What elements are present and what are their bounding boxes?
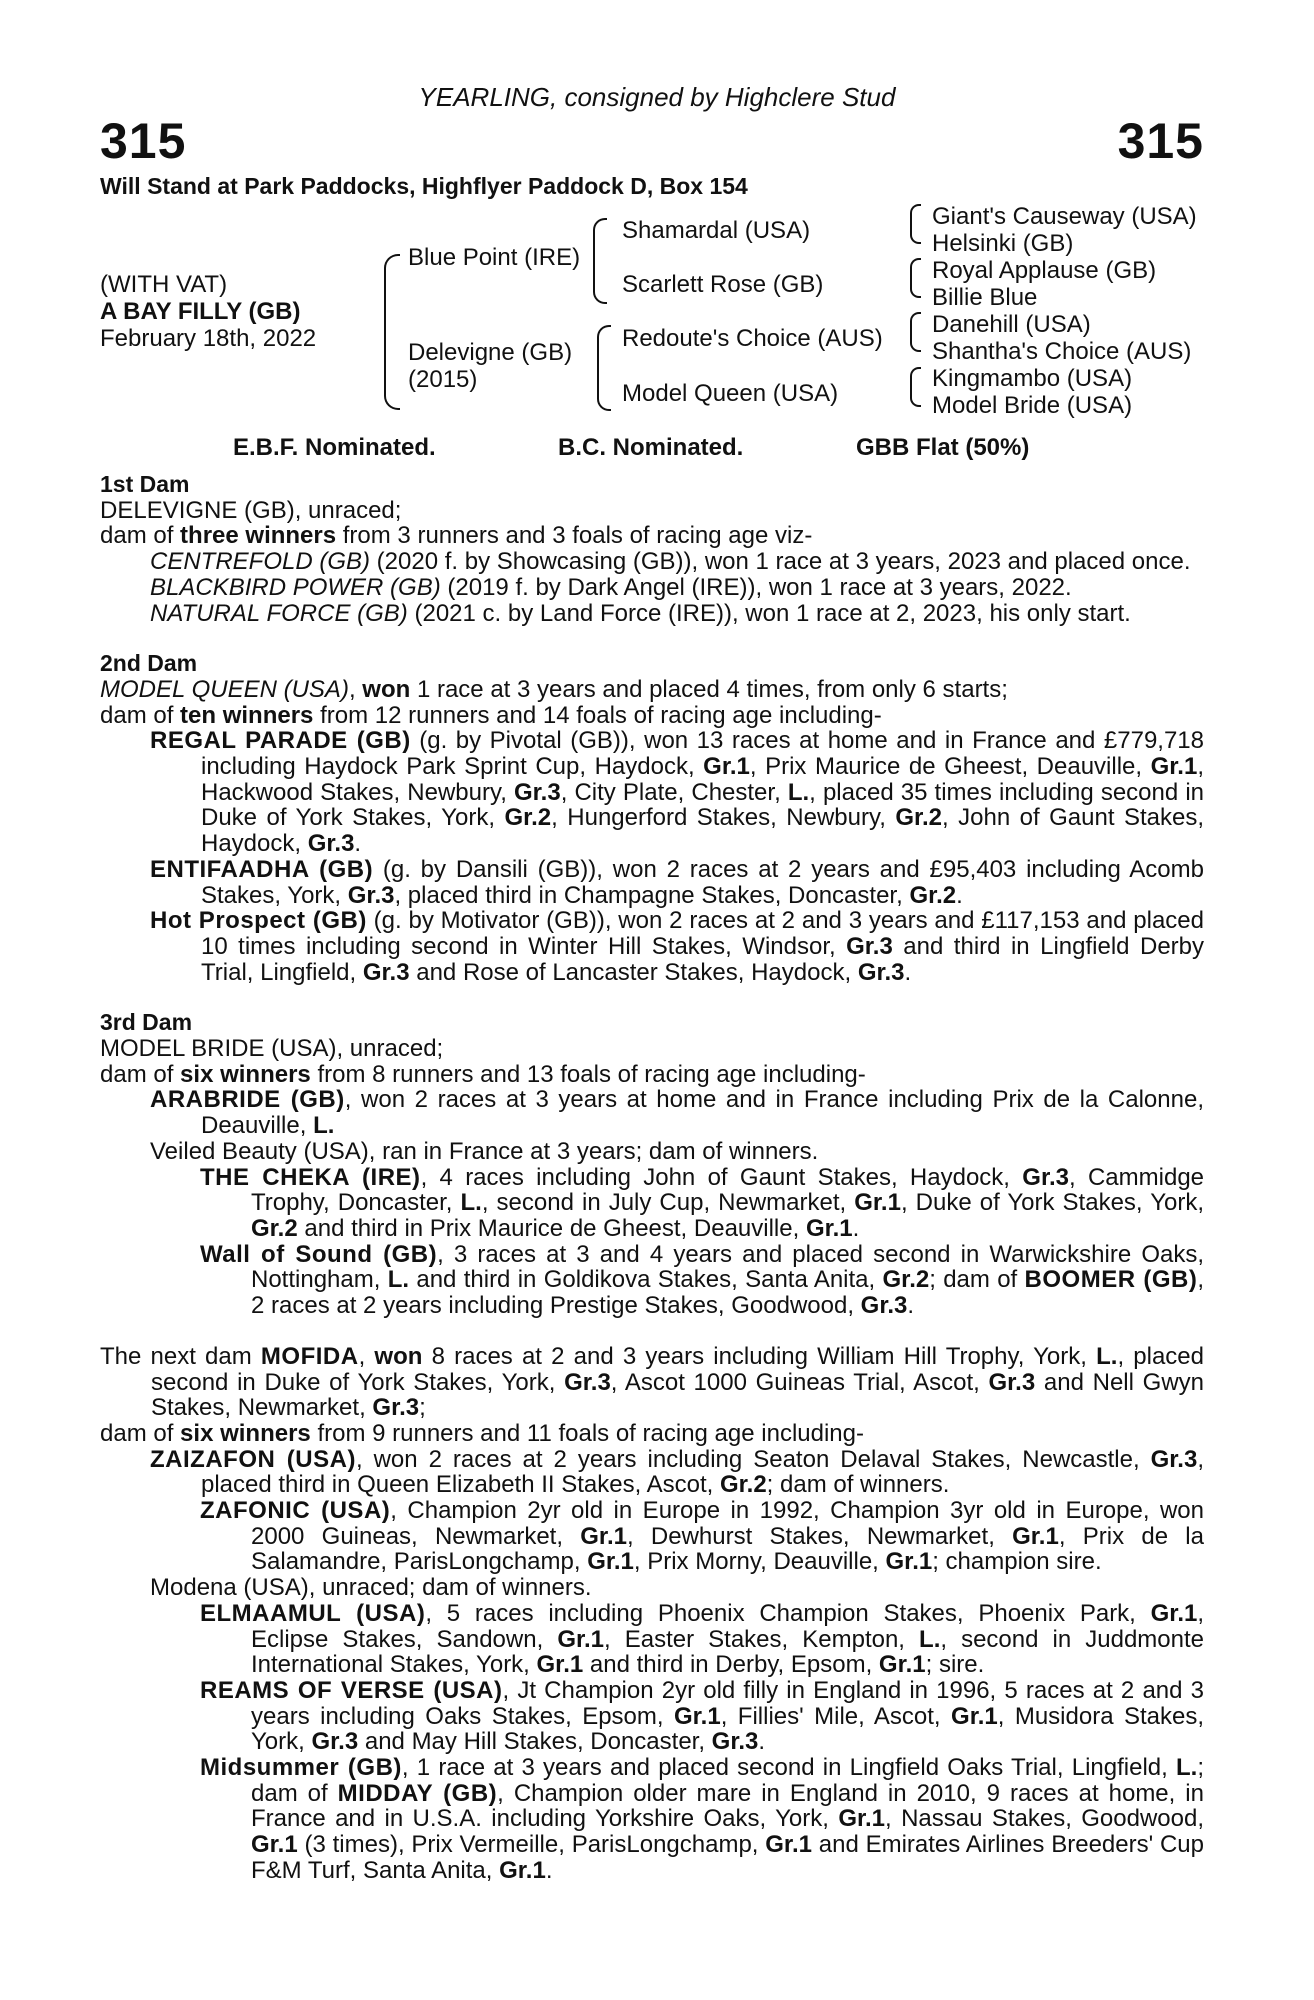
foaling-date: February 18th, 2022 [100, 325, 317, 352]
brace-ds [910, 312, 921, 352]
dds: Kingmambo (USA) [932, 365, 1133, 392]
gbb-flat: GBB Flat (50%) [856, 434, 1030, 461]
bc-nomination: B.C. Nominated. [558, 434, 744, 461]
stand-location: Will Stand at Park Paddocks, Highflyer Paddock D, Box 154 [100, 173, 748, 199]
produce-natural-force: NATURAL FORCE (GB) (2021 c. by Land Force (IRE)), won 1 race at 2, 2023, his only start. [150, 599, 1131, 627]
first-dam-line: DELEVIGNE (GB), unraced; [100, 496, 402, 524]
produce-regal-parade: REGAL PARADE (GB) (g. by Pivotal (GB)), won 13 races at home and in France and £779,718 including Haydock Park Sprint Cup, Haydock, Gr.1, Prix Maurice de Gheest, Deauville, Gr.1, Hackwood Stakes, Newbury, Gr.3, City Plate, Chester, L., placed 35 times including second in Duke of York Stakes, York, Gr.2, Hungerford Stakes, Newbury, Gr.2, John of Gaunt Stakes, Haydock, Gr.3. [150, 727, 1204, 858]
lot-number-right: 315 [1117, 113, 1204, 169]
produce-midsummer: Midsummer (GB), 1 race at 3 years and placed second in Lingfield Oaks Trial, Lingfield, L.; dam of MIDDAY (GB), Champion older mare in England in 2010, 9 races at home, in France and in U.S.A. including Yorkshire Oaks, York, Gr.1, Nassau Stakes, Goodwood, Gr.1 (3 times), Prix Vermeille, ParisLongchamp, Gr.1 and Emirates Airlines Breeders' Cup F&M Turf, Santa Anita, Gr.1. [200, 1754, 1205, 1884]
sire: Blue Point (IRE) [408, 244, 581, 271]
horse-title: A BAY FILLY (GB) [100, 298, 301, 325]
produce-reams-of-verse: REAMS OF VERSE (USA), Jt Champion 2yr old filly in England in 1996, 5 races at 2 and 3 years including Oaks Stakes, Epsom, Gr.1, Fillies' Mile, Ascot, Gr.1, Musidora Stakes, York, Gr.3 and May Hill Stakes, Doncaster, Gr.3. [200, 1676, 1205, 1756]
brace-ss [910, 204, 921, 244]
sdd: Billie Blue [932, 284, 1038, 311]
dam: Delevigne (GB) [408, 339, 573, 366]
sire-dam: Scarlett Rose (GB) [622, 271, 824, 298]
dam-dam: Model Queen (USA) [622, 380, 839, 407]
produce-modena: Modena (USA), unraced; dam of winners. [150, 1574, 592, 1602]
produce-entifaadha: ENTIFAADHA (GB) (g. by Dansili (GB)), won 2 races at 2 years and £95,403 including Acomb Stakes, York, Gr.3, placed third in Champagne Stakes, Doncaster, Gr.2. [150, 855, 1204, 909]
dam-sire: Redoute's Choice (AUS) [622, 325, 883, 352]
produce-elmaamul: ELMAAMUL (USA), 5 races including Phoenix Champion Stakes, Phoenix Park, Gr.1, Eclipse Stakes, Sandown, Gr.1, Easter Stakes, Kempton, L., second in Juddmonte International Stakes, York, Gr.1 and third in Derby, Epsom, Gr.1; sire. [200, 1599, 1205, 1679]
third-dam-line: MODEL BRIDE (USA), unraced; [100, 1035, 444, 1063]
vat-note: (WITH VAT) [100, 271, 228, 298]
produce-centrefold: CENTREFOLD (GB) (2020 f. by Showcasing (GB)), won 1 race at 3 years, 2023 and placed once. [150, 548, 1191, 576]
sss: Giant's Causeway (USA) [932, 203, 1197, 230]
ddd: Model Bride (USA) [932, 392, 1133, 419]
lot-number-left: 315 [100, 113, 187, 169]
brace-sire-dam [384, 254, 400, 410]
dam-year: (2015) [408, 366, 478, 393]
ebf-nomination: E.B.F. Nominated. [233, 434, 436, 461]
dsd: Shantha's Choice (AUS) [932, 338, 1192, 365]
next-dam-mofida: The next dam MOFIDA, won 8 races at 2 and 3 years including William Hill Trophy, York, L., placed second in Duke of York Stakes, York, Gr.3, Ascot 1000 Guineas Trial, Ascot, Gr.3 and Nell Gwyn Stakes, Newmarket, Gr.3; [100, 1342, 1204, 1422]
ssd: Helsinki (GB) [932, 230, 1074, 257]
brace-sd [910, 258, 921, 298]
second-dam-summary: dam of ten winners from 12 runners and 14 foals of racing age including- [100, 701, 882, 729]
produce-arabride: ARABRIDE (GB), won 2 races at 3 years at home and in France including Prix de la Calonne, Deauville, L. [150, 1086, 1204, 1140]
sds: Royal Applause (GB) [932, 257, 1157, 284]
sire-sire: Shamardal (USA) [622, 217, 811, 244]
pedigree-notes [100, 472, 1204, 1884]
produce-zafonic: ZAFONIC (USA), Champion 2yr old in Europe in 1992, Champion 3yr old in Europe, won 2000 Guineas, Newmarket, Gr.1, Dewhurst Stakes, Newmarket, Gr.1, Prix de la Salamandre, ParisLongchamp, Gr.1, Prix Morny, Deauville, Gr.1; champion sire. [200, 1497, 1205, 1576]
brace-sire-parents [593, 218, 607, 304]
next-dam-summary: dam of six winners from 9 runners and 11 foals of racing age including- [100, 1419, 864, 1447]
brace-dd [910, 367, 921, 407]
second-dam-heading: 2nd Dam [100, 650, 198, 677]
dss: Danehill (USA) [932, 311, 1091, 338]
first-dam-summary: dam of three winners from 3 runners and 3 foals of racing age viz- [100, 522, 813, 550]
produce-hot-prospect: Hot Prospect (GB) (g. by Motivator (GB)), won 2 races at 2 and 3 years and £117,153 and placed 10 times including second in Winter Hill Stakes, Windsor, Gr.3 and third in Lingfield Derby Trial, Lingfield, Gr.3 and Rose of Lancaster Stakes, Haydock, Gr.3. [150, 907, 1205, 986]
third-dam-summary: dam of six winners from 8 runners and 13 foals of racing age including- [100, 1060, 866, 1088]
produce-zaizafon: ZAIZAFON (USA), won 2 races at 2 years including Seaton Delaval Stakes, Newcastle, Gr.3, placed third in Queen Elizabeth II Stakes, Ascot, Gr.2; dam of winners. [150, 1445, 1204, 1499]
second-dam-line: MODEL QUEEN (USA), won 1 race at 3 years and placed 4 times, from only 6 starts; [100, 675, 1008, 703]
produce-blackbird-power: BLACKBIRD POWER (GB) (2019 f. by Dark Angel (IRE)), won 1 race at 3 years, 2022. [150, 573, 1072, 601]
third-dam-heading: 3rd Dam [100, 1009, 193, 1036]
produce-wall-of-sound: Wall of Sound (GB), 3 races at 3 and 4 years and placed second in Warwickshire Oaks, Nottingham, L. and third in Goldikova Stakes, Santa Anita, Gr.2; dam of BOOMER (GB), 2 races at 2 years including Prestige Stakes, Goodwood, Gr.3. [200, 1240, 1205, 1320]
produce-the-cheka: THE CHEKA (IRE), 4 races including John of Gaunt Stakes, Haydock, Gr.3, Cammidge Trophy, Doncaster, L., second in July Cup, Newmarket, Gr.1, Duke of York Stakes, York, Gr.2 and third in Prix Maurice de Gheest, Deauville, Gr.1. [200, 1163, 1205, 1242]
consignor-line: YEARLING, consigned by Highclere Stud [418, 82, 896, 112]
produce-veiled-beauty: Veiled Beauty (USA), ran in France at 3 years; dam of winners. [150, 1137, 819, 1165]
first-dam-heading: 1st Dam [100, 471, 190, 497]
brace-dam-parents [597, 325, 611, 411]
